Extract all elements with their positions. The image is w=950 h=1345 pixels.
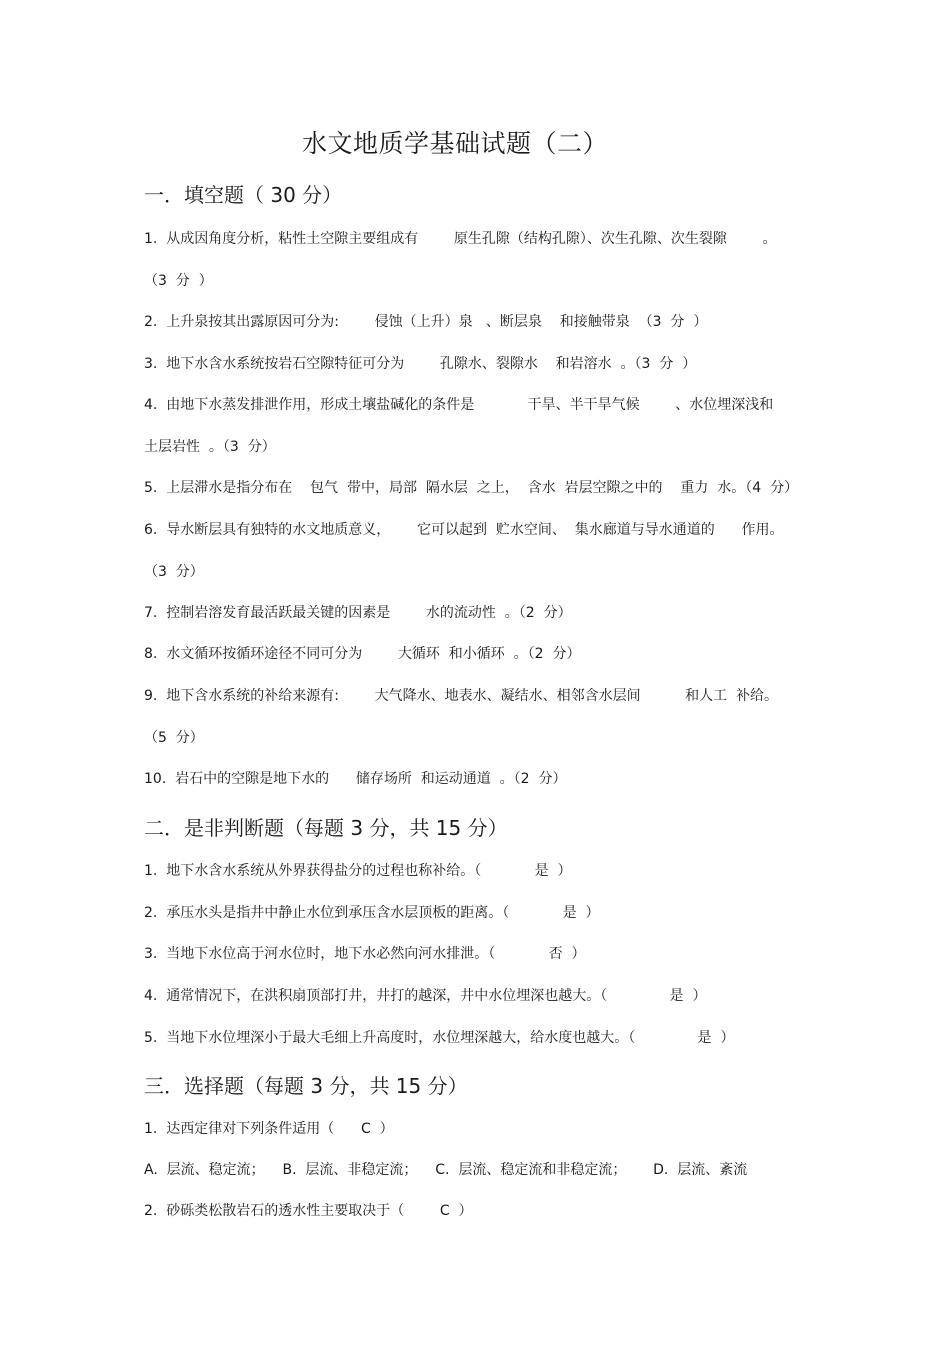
judge-question-2: 2. 承压水头是指井中静止水位到承压含水层顶板的距离。（ 是 ） bbox=[144, 905, 600, 921]
section-2-heading: 二．是非判断题（每题 3 分，共 15 分） bbox=[144, 816, 508, 840]
fill-question-1-score: （3 分 ） bbox=[144, 273, 213, 289]
fill-question-7: 7. 控制岩溶发育最活跃最关键的因素是 水的流动性 。（2 分） bbox=[144, 605, 572, 621]
judge-question-1: 1. 地下水含水系统从外界获得盐分的过程也称补给。（ 是 ） bbox=[144, 863, 572, 879]
fill-question-4: 4. 由地下水蒸发排泄作用，形成土壤盐碱化的条件是 干旱、半干旱气候 、水位埋深浅和 bbox=[144, 397, 774, 413]
fill-question-6: 6. 导水断层具有独特的水文地质意义， 它可以起到 贮水空间、 集水廊道与导水通道的 作用。 bbox=[144, 522, 784, 538]
judge-question-5: 5. 当地下水位埋深小于最大毛细上升高度时，水位埋深越大，给水度也越大。（ 是 ） bbox=[144, 1030, 735, 1046]
fill-question-5: 5. 上层滞水是指分布在 包气 带中，局部 隔水层 之上， 含水 岩层空隙之中的 重力 水。（4 分） bbox=[144, 480, 799, 496]
choice-question-1: 1. 达西定律对下列条件适用（ C ） bbox=[144, 1121, 394, 1137]
document-title: 水文地质学基础试题（二） bbox=[302, 129, 609, 158]
choice-question-1-options: A. 层流、稳定流； B. 层流、非稳定流； C. 层流、稳定流和非稳定流； D. 层流、紊流 bbox=[144, 1162, 748, 1178]
fill-question-9-score: （5 分） bbox=[144, 730, 204, 746]
fill-question-6-score: （3 分） bbox=[144, 564, 204, 580]
fill-question-4-cont: 土层岩性 。（3 分） bbox=[144, 439, 276, 455]
choice-question-2: 2. 砂砾类松散岩石的透水性主要取决于（ C ） bbox=[144, 1203, 473, 1219]
fill-question-1: 1. 从成因角度分析，粘性土空隙主要组成有 原生孔隙（结构孔隙）、次生孔隙、次生裂隙 。 bbox=[144, 231, 777, 247]
section-3-heading: 三．选择题（每题 3 分，共 15 分） bbox=[144, 1074, 468, 1098]
fill-question-9: 9. 地下含水系统的补给来源有: 大气降水、地表水、凝结水、相邻含水层间 和人工 补给。 bbox=[144, 688, 778, 704]
fill-question-10: 10. 岩石中的空隙是地下水的 储存场所 和运动通道 。（2 分） bbox=[144, 771, 567, 787]
fill-question-8: 8. 水文循环按循环途径不同可分为 大循环 和小循环 。（2 分） bbox=[144, 646, 581, 662]
section-1-heading: 一．填空题（ 30 分） bbox=[144, 183, 343, 207]
judge-question-3: 3. 当地下水位高于河水位时，地下水必然向河水排泄。（ 否 ） bbox=[144, 946, 586, 962]
fill-question-3: 3. 地下水含水系统按岩石空隙特征可分为 孔隙水、裂隙水 和岩溶水 。（3 分 ） bbox=[144, 356, 697, 372]
fill-question-2: 2. 上升泉按其出露原因可分为: 侵蚀（上升）泉 、断层泉 和接触带泉 （3 分 ） bbox=[144, 314, 708, 330]
judge-question-4: 4. 通常情况下，在洪积扇顶部打井，井打的越深，井中水位埋深也越大。（ 是 ） bbox=[144, 988, 707, 1004]
